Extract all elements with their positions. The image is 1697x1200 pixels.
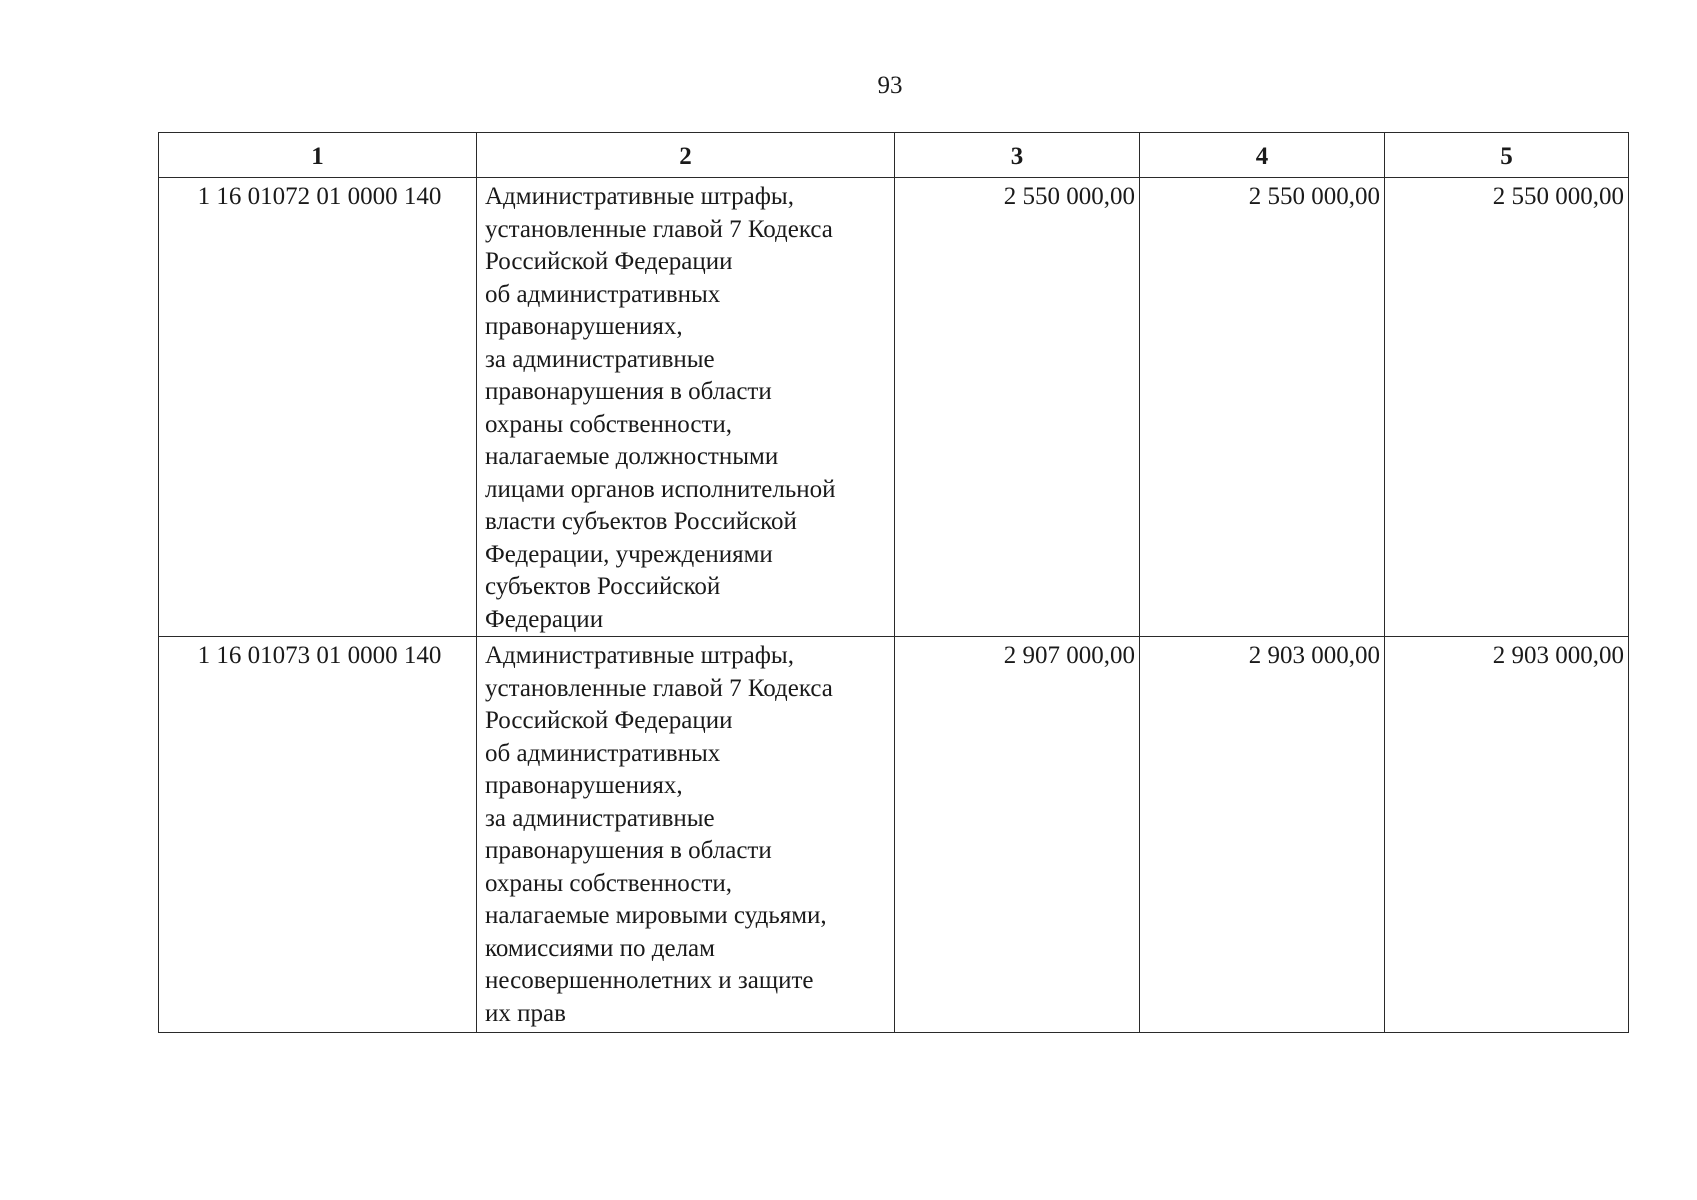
column-header-2: 2 [477, 133, 895, 178]
description-cell: Административные штрафы, установленные главой 7 Кодекса Российской Федерации об административных правонарушениях, за административные правонарушения в области охраны собственности, налагаемые должностными лицами органов исполнительной власти субъектов Российской Федерации, учреждениями субъектов Российской Федерации [477, 178, 895, 637]
budget-code-cell: 1 16 01072 01 0000 140 [159, 178, 477, 637]
amount-cell-col5: 2 903 000,00 [1385, 637, 1629, 1033]
amount-cell-col3: 2 550 000,00 [895, 178, 1140, 637]
amount-cell-col4: 2 550 000,00 [1140, 178, 1385, 637]
column-header-3: 3 [895, 133, 1140, 178]
table-header-row [159, 133, 1629, 178]
page-number: 93 [877, 72, 903, 99]
budget-code-cell: 1 16 01073 01 0000 140 [159, 637, 477, 1033]
table-row [159, 178, 1629, 637]
column-header-1: 1 [159, 133, 477, 178]
amount-cell-col5: 2 550 000,00 [1385, 178, 1629, 637]
description-cell: Административные штрафы, установленные главой 7 Кодекса Российской Федерации об административных правонарушениях, за административные правонарушения в области охраны собственности, налагаемые мировыми судьями, комиссиями по делам несовершеннолетних и защите их прав [477, 637, 895, 1033]
amount-cell-col3: 2 907 000,00 [895, 637, 1140, 1033]
table-row [159, 637, 1629, 1033]
amount-cell-col4: 2 903 000,00 [1140, 637, 1385, 1033]
column-header-5: 5 [1385, 133, 1629, 178]
revenue-table [158, 132, 1629, 1033]
column-header-4: 4 [1140, 133, 1385, 178]
